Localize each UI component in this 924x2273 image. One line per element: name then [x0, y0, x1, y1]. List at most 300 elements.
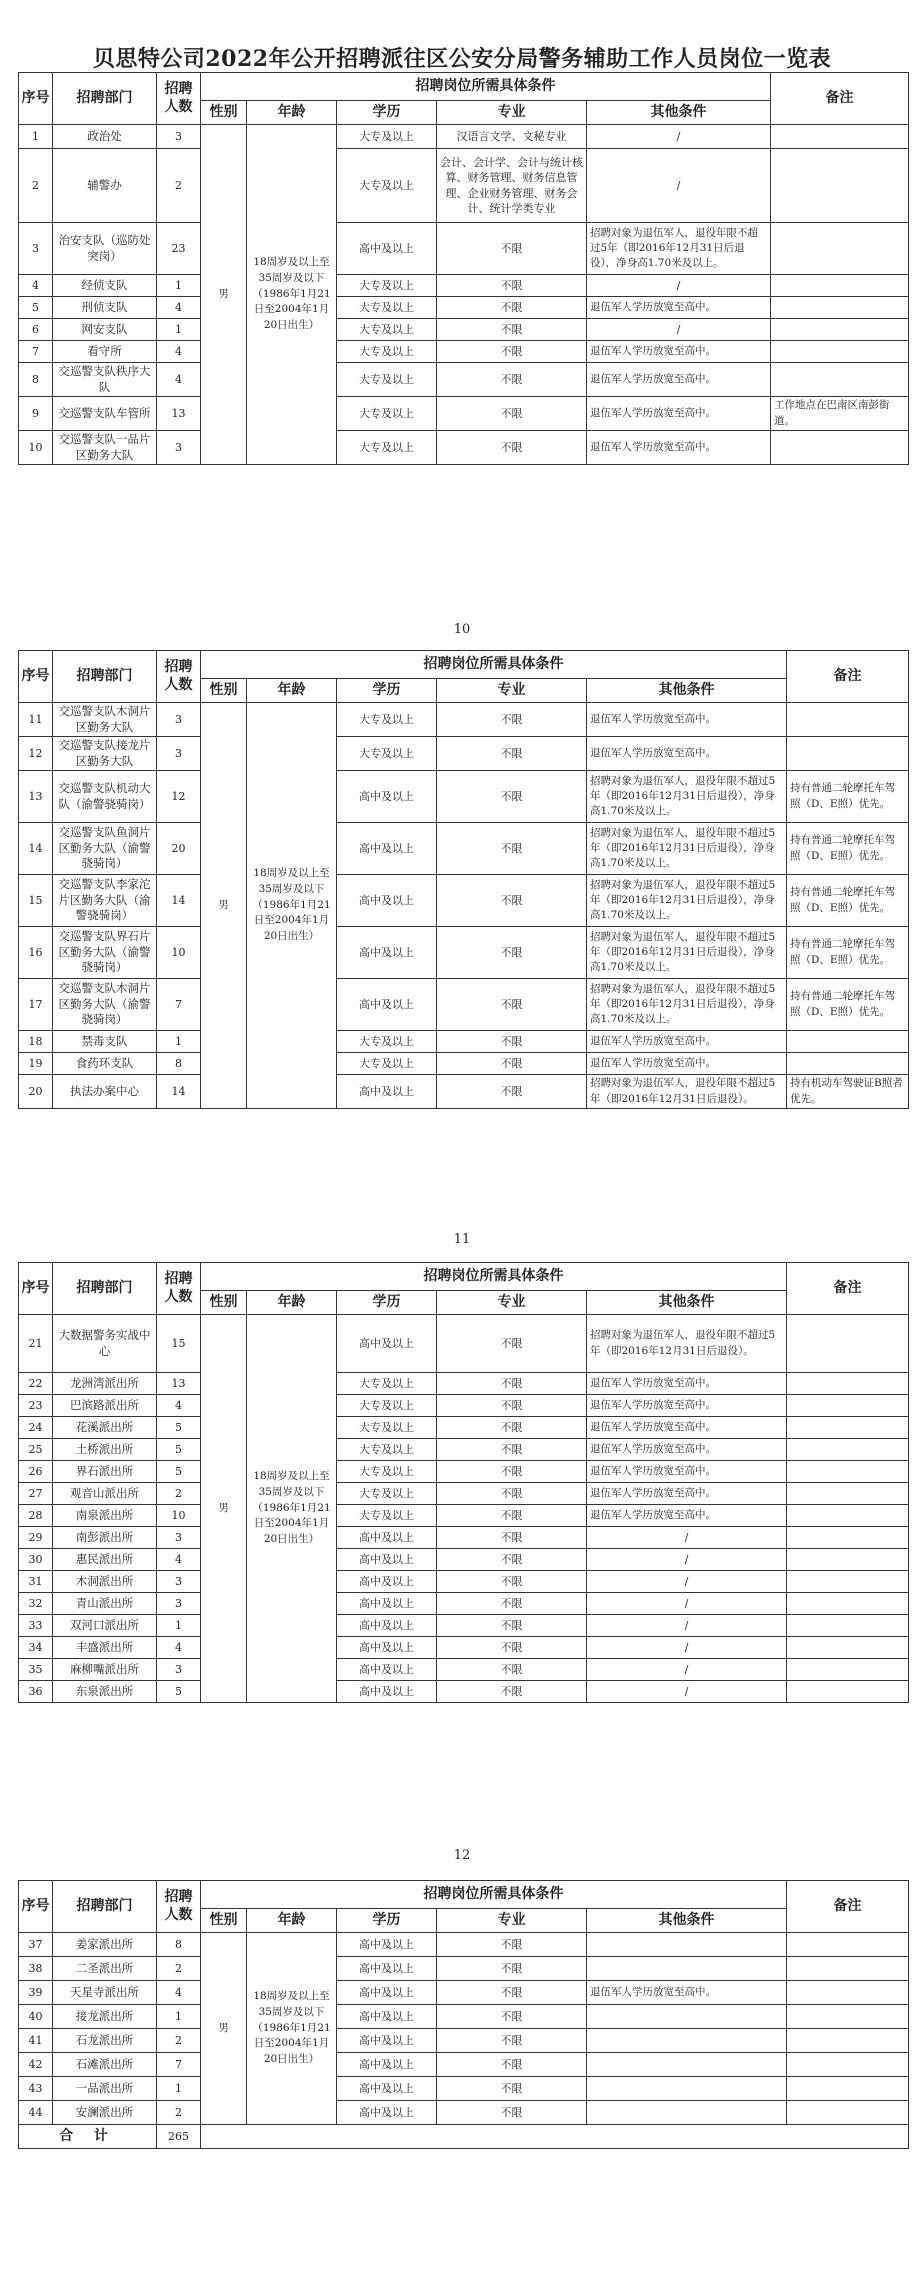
cell-major: 汉语言文学、文秘专业: [437, 125, 587, 149]
cell-other: 退伍军人学历放宽至高中。: [587, 363, 771, 397]
cell-other: [587, 2101, 787, 2125]
cell-other: 招聘对象为退伍军人，退役年限不超过5年（即2016年12月31日后退役），净身高1.70米及以上。: [587, 875, 787, 927]
cell-major: 不限: [437, 319, 587, 341]
cell-edu: 高中及以上: [337, 1681, 437, 1703]
cell-major: 不限: [437, 1395, 587, 1417]
table-row: [19, 979, 909, 1031]
header-seq: 序号: [19, 651, 53, 703]
cell-major: 不限: [437, 703, 587, 737]
cell-gender: 男: [201, 703, 247, 1109]
table-row: [19, 223, 909, 275]
cell-seq: 27: [19, 1483, 53, 1505]
cell-seq: 5: [19, 297, 53, 319]
cell-note: 持有普通二轮摩托车驾照（D、E照）优先。: [787, 927, 909, 979]
cell-other: 招聘对象为退伍军人，退役年限不超过5年（即2016年12月31日后退役），净身高1.70米及以上。: [587, 979, 787, 1031]
cell-other: 退伍军人学历放宽至高中。: [587, 1981, 787, 2005]
cell-count: 4: [157, 1549, 201, 1571]
page-number: 10: [453, 622, 471, 637]
cell-other: 退伍军人学历放宽至高中。: [587, 1505, 787, 1527]
cell-note: [787, 1571, 909, 1593]
cell-count: 13: [157, 1373, 201, 1395]
table-row: [19, 1395, 909, 1417]
table-row: [19, 1031, 909, 1053]
cell-other: [587, 2029, 787, 2053]
table-row: [19, 1957, 909, 1981]
cell-dept: 看守所: [53, 341, 157, 363]
table-row: [19, 2101, 909, 2125]
cell-edu: 高中及以上: [337, 223, 437, 275]
cell-seq: 25: [19, 1439, 53, 1461]
cell-edu: 大专及以上: [337, 341, 437, 363]
cell-dept: 执法办案中心: [53, 1075, 157, 1109]
cell-major: 会计、会计学、会计与统计核算、财务管理、财务信息管理、企业财务管理、财务会计、统计学类专业: [437, 149, 587, 223]
cell-other: /: [587, 1549, 787, 1571]
table-block-2: [18, 650, 908, 1109]
cell-seq: 23: [19, 1395, 53, 1417]
positions-table: [18, 72, 909, 465]
cell-dept: 二圣派出所: [53, 1957, 157, 1981]
table-row: [19, 341, 909, 363]
cell-count: 5: [157, 1461, 201, 1483]
cell-major: 不限: [437, 979, 587, 1031]
table-row: [19, 927, 909, 979]
cell-seq: 12: [19, 737, 53, 771]
cell-other: /: [587, 1527, 787, 1549]
cell-dept: 交巡警支队木洞片区勤务大队: [53, 703, 157, 737]
cell-note: [787, 1549, 909, 1571]
cell-count: 1: [157, 2005, 201, 2029]
cell-dept: 丰盛派出所: [53, 1637, 157, 1659]
table-row: [19, 2077, 909, 2101]
cell-note: 持有普通二轮摩托车驾照（D、E照）优先。: [787, 875, 909, 927]
cell-note: [787, 2029, 909, 2053]
cell-major: 不限: [437, 1461, 587, 1483]
cell-dept: 接龙派出所: [53, 2005, 157, 2029]
cell-dept: 交巡警支队李家沱片区勤务大队（渝警骁骑岗）: [53, 875, 157, 927]
cell-dept: 姜家派出所: [53, 1933, 157, 1957]
cell-major: 不限: [437, 397, 587, 431]
header-conditions: 招聘岗位所需具体条件: [201, 73, 771, 101]
cell-count: 23: [157, 223, 201, 275]
cell-count: 2: [157, 1957, 201, 1981]
cell-other: 退伍军人学历放宽至高中。: [587, 1373, 787, 1395]
cell-count: 3: [157, 737, 201, 771]
cell-count: 5: [157, 1681, 201, 1703]
cell-edu: 大专及以上: [337, 319, 437, 341]
cell-note: [787, 1395, 909, 1417]
cell-other: 招聘对象为退伍军人，退役年限不超过5年（即2016年12月31日后退役）。: [587, 1075, 787, 1109]
cell-edu: 大专及以上: [337, 1461, 437, 1483]
cell-note: [787, 1593, 909, 1615]
cell-dept: 禁毒支队: [53, 1031, 157, 1053]
cell-other: 退伍军人学历放宽至高中。: [587, 1417, 787, 1439]
cell-count: 1: [157, 319, 201, 341]
cell-major: 不限: [437, 1571, 587, 1593]
cell-edu: 高中及以上: [337, 2005, 437, 2029]
cell-seq: 14: [19, 823, 53, 875]
cell-other: 退伍军人学历放宽至高中。: [587, 1483, 787, 1505]
cell-dept: 石滩派出所: [53, 2053, 157, 2077]
header-note: 备注: [787, 1881, 909, 1933]
cell-dept: 交巡警支队鱼洞片区勤务大队（渝警骁骑岗）: [53, 823, 157, 875]
cell-edu: 大专及以上: [337, 1505, 437, 1527]
table-row: [19, 823, 909, 875]
cell-edu: 高中及以上: [337, 1615, 437, 1637]
cell-note: [787, 2053, 909, 2077]
cell-dept: 土桥派出所: [53, 1439, 157, 1461]
cell-seq: 31: [19, 1571, 53, 1593]
cell-other: 退伍军人学历放宽至高中。: [587, 1031, 787, 1053]
cell-edu: 大专及以上: [337, 397, 437, 431]
cell-dept: 交巡警支队机动大队（渝警骁骑岗）: [53, 771, 157, 823]
cell-other: 招聘对象为退伍军人，退役年限不超过5年（即2016年12月31日后退役），净身高1.70米及以上。: [587, 223, 771, 275]
cell-note: [787, 1933, 909, 1957]
cell-note: [787, 1981, 909, 2005]
cell-major: 不限: [437, 223, 587, 275]
cell-other: 招聘对象为退伍军人，退役年限不超过5年（即2016年12月31日后退役），净身高1.70米及以上。: [587, 927, 787, 979]
cell-other: 退伍军人学历放宽至高中。: [587, 341, 771, 363]
cell-seq: 30: [19, 1549, 53, 1571]
cell-count: 1: [157, 2077, 201, 2101]
cell-count: 4: [157, 363, 201, 397]
cell-major: 不限: [437, 1417, 587, 1439]
cell-count: 3: [157, 1571, 201, 1593]
cell-other: 招聘对象为退伍军人，退役年限不超过5年（即2016年12月31日后退役），净身高1.70米及以上。: [587, 823, 787, 875]
cell-note: [787, 1461, 909, 1483]
cell-seq: 37: [19, 1933, 53, 1957]
cell-note: [787, 1483, 909, 1505]
cell-major: 不限: [437, 737, 587, 771]
cell-edu: 大专及以上: [337, 1417, 437, 1439]
cell-other: 退伍军人学历放宽至高中。: [587, 1395, 787, 1417]
cell-note: [787, 1659, 909, 1681]
cell-other: 退伍军人学历放宽至高中。: [587, 431, 771, 465]
header-edu: 学历: [337, 679, 437, 703]
header-conditions: 招聘岗位所需具体条件: [201, 651, 787, 679]
cell-note: [787, 1527, 909, 1549]
cell-seq: 22: [19, 1373, 53, 1395]
table-row: [19, 703, 909, 737]
cell-edu: 高中及以上: [337, 2077, 437, 2101]
header-gender: 性别: [201, 1909, 247, 1933]
cell-dept: 麻柳嘴派出所: [53, 1659, 157, 1681]
cell-other: /: [587, 1571, 787, 1593]
header-edu: 学历: [337, 1291, 437, 1315]
table-row: [19, 771, 909, 823]
cell-count: 2: [157, 2101, 201, 2125]
cell-gender: 男: [201, 1933, 247, 2125]
cell-note: [787, 1637, 909, 1659]
cell-note: [771, 125, 909, 149]
cell-major: 不限: [437, 1053, 587, 1075]
header-conditions: 招聘岗位所需具体条件: [201, 1881, 787, 1909]
table-row: [19, 1075, 909, 1109]
cell-dept: 交巡警支队界石片区勤务大队（渝警骁骑岗）: [53, 927, 157, 979]
cell-major: 不限: [437, 1593, 587, 1615]
table-row: [19, 1417, 909, 1439]
cell-count: 8: [157, 1053, 201, 1075]
header-row: [19, 73, 909, 101]
header-row: [19, 1881, 909, 1909]
cell-note: [787, 2101, 909, 2125]
cell-note: [771, 319, 909, 341]
cell-edu: 大专及以上: [337, 363, 437, 397]
cell-age: 18周岁及以上至35周岁及以下（1986年1月21日至2004年1月20日出生）: [247, 1933, 337, 2125]
cell-dept: 界石派出所: [53, 1461, 157, 1483]
cell-seq: 20: [19, 1075, 53, 1109]
cell-dept: 交巡警支队车管所: [53, 397, 157, 431]
cell-major: 不限: [437, 1075, 587, 1109]
cell-dept: 网安支队: [53, 319, 157, 341]
cell-edu: 高中及以上: [337, 2101, 437, 2125]
cell-edu: 高中及以上: [337, 979, 437, 1031]
table-row: [19, 1439, 909, 1461]
cell-major: 不限: [437, 1505, 587, 1527]
cell-dept: 辅警办: [53, 149, 157, 223]
cell-count: 13: [157, 397, 201, 431]
cell-note: [787, 1681, 909, 1703]
cell-seq: 34: [19, 1637, 53, 1659]
table-block-3: [18, 1262, 908, 1703]
cell-other: 退伍军人学历放宽至高中。: [587, 703, 787, 737]
cell-edu: 大专及以上: [337, 125, 437, 149]
cell-seq: 15: [19, 875, 53, 927]
cell-dept: 政治处: [53, 125, 157, 149]
cell-dept: 食药环支队: [53, 1053, 157, 1075]
table-row: [19, 1981, 909, 2005]
cell-count: 3: [157, 125, 201, 149]
table-block-4: [18, 1880, 908, 2149]
cell-dept: 一品派出所: [53, 2077, 157, 2101]
cell-note: [771, 341, 909, 363]
cell-note: [771, 431, 909, 465]
cell-major: 不限: [437, 2005, 587, 2029]
cell-count: 7: [157, 979, 201, 1031]
header-age: 年龄: [247, 101, 337, 125]
cell-other: 退伍军人学历放宽至高中。: [587, 297, 771, 319]
cell-dept: 交巡警支队一品片区勤务大队: [53, 431, 157, 465]
table-row: [19, 1593, 909, 1615]
header-major: 专业: [437, 1291, 587, 1315]
cell-count: 3: [157, 431, 201, 465]
cell-count: 2: [157, 1483, 201, 1505]
cell-edu: 大专及以上: [337, 149, 437, 223]
cell-seq: 26: [19, 1461, 53, 1483]
header-age: 年龄: [247, 1291, 337, 1315]
table-row: [19, 875, 909, 927]
cell-major: 不限: [437, 2077, 587, 2101]
cell-count: 1: [157, 1615, 201, 1637]
cell-dept: 刑侦支队: [53, 297, 157, 319]
cell-count: 3: [157, 703, 201, 737]
table-block-1: [18, 72, 908, 465]
table-row: [19, 2005, 909, 2029]
cell-count: 3: [157, 1593, 201, 1615]
cell-other: /: [587, 125, 771, 149]
header-dept: 招聘部门: [53, 651, 157, 703]
header-dept: 招聘部门: [53, 73, 157, 125]
cell-count: 4: [157, 341, 201, 363]
cell-other: /: [587, 1681, 787, 1703]
cell-major: 不限: [437, 1933, 587, 1957]
table-row: [19, 1315, 909, 1373]
cell-major: 不限: [437, 297, 587, 319]
cell-major: 不限: [437, 341, 587, 363]
header-count: 招聘人数: [157, 1263, 201, 1315]
header-other: 其他条件: [587, 679, 787, 703]
header-count: 招聘人数: [157, 651, 201, 703]
header-edu: 学历: [337, 1909, 437, 1933]
cell-dept: 观音山派出所: [53, 1483, 157, 1505]
table-row: [19, 2053, 909, 2077]
cell-edu: 高中及以上: [337, 927, 437, 979]
cell-note: [787, 2005, 909, 2029]
cell-note: [787, 1315, 909, 1373]
cell-note: [787, 1615, 909, 1637]
cell-edu: 高中及以上: [337, 2029, 437, 2053]
cell-dept: 经侦支队: [53, 275, 157, 297]
cell-count: 4: [157, 1395, 201, 1417]
cell-seq: 18: [19, 1031, 53, 1053]
header-note: 备注: [787, 1263, 909, 1315]
table-row: [19, 275, 909, 297]
table-row: [19, 1505, 909, 1527]
cell-count: 8: [157, 1933, 201, 1957]
cell-edu: 高中及以上: [337, 1933, 437, 1957]
cell-other: /: [587, 1615, 787, 1637]
cell-edu: 高中及以上: [337, 1549, 437, 1571]
cell-count: 20: [157, 823, 201, 875]
cell-dept: 双河口派出所: [53, 1615, 157, 1637]
cell-other: 退伍军人学历放宽至高中。: [587, 1053, 787, 1075]
cell-other: [587, 2053, 787, 2077]
cell-dept: 安澜派出所: [53, 2101, 157, 2125]
header-gender: 性别: [201, 101, 247, 125]
cell-note: [787, 1957, 909, 1981]
cell-note: 工作地点在巴南区南彭街道。: [771, 397, 909, 431]
cell-seq: 10: [19, 431, 53, 465]
cell-note: [787, 1373, 909, 1395]
cell-edu: 大专及以上: [337, 1395, 437, 1417]
table-row: [19, 737, 909, 771]
header-seq: 序号: [19, 73, 53, 125]
cell-other: [587, 2005, 787, 2029]
cell-dept: 木洞派出所: [53, 1571, 157, 1593]
cell-dept: 巴滨路派出所: [53, 1395, 157, 1417]
cell-gender: 男: [201, 1315, 247, 1703]
header-gender: 性别: [201, 679, 247, 703]
cell-edu: 高中及以上: [337, 1957, 437, 1981]
cell-other: /: [587, 1637, 787, 1659]
cell-major: 不限: [437, 1483, 587, 1505]
cell-seq: 7: [19, 341, 53, 363]
cell-major: 不限: [437, 2053, 587, 2077]
table-row: [19, 1571, 909, 1593]
cell-other: 退伍军人学历放宽至高中。: [587, 1461, 787, 1483]
cell-seq: 13: [19, 771, 53, 823]
cell-seq: 1: [19, 125, 53, 149]
table-row: [19, 1933, 909, 1957]
cell-major: 不限: [437, 927, 587, 979]
cell-other: /: [587, 1593, 787, 1615]
header-other: 其他条件: [587, 1909, 787, 1933]
cell-edu: 大专及以上: [337, 275, 437, 297]
cell-age: 18周岁及以上至35周岁及以下（1986年1月21日至2004年1月20日出生）: [247, 703, 337, 1109]
header-note: 备注: [771, 73, 909, 125]
cell-count: 5: [157, 1439, 201, 1461]
cell-note: [771, 275, 909, 297]
cell-seq: 19: [19, 1053, 53, 1075]
cell-major: 不限: [437, 1957, 587, 1981]
header-dept: 招聘部门: [53, 1881, 157, 1933]
header-gender: 性别: [201, 1291, 247, 1315]
cell-edu: 高中及以上: [337, 1637, 437, 1659]
cell-edu: 大专及以上: [337, 1031, 437, 1053]
cell-seq: 43: [19, 2077, 53, 2101]
cell-other: 退伍军人学历放宽至高中。: [587, 1439, 787, 1461]
cell-seq: 16: [19, 927, 53, 979]
table-row: [19, 1637, 909, 1659]
cell-major: 不限: [437, 431, 587, 465]
cell-seq: 6: [19, 319, 53, 341]
cell-count: 12: [157, 771, 201, 823]
table-row: [19, 1681, 909, 1703]
cell-major: 不限: [437, 875, 587, 927]
table-row: [19, 1053, 909, 1075]
cell-count: 14: [157, 875, 201, 927]
header-count: 招聘人数: [157, 1881, 201, 1933]
cell-other: /: [587, 275, 771, 297]
cell-dept: 交巡警支队秩序大队: [53, 363, 157, 397]
cell-count: 15: [157, 1315, 201, 1373]
header-major: 专业: [437, 1909, 587, 1933]
cell-count: 4: [157, 1637, 201, 1659]
cell-dept: 南彭派出所: [53, 1527, 157, 1549]
table-row: [19, 363, 909, 397]
table-row: [19, 397, 909, 431]
header-major: 专业: [437, 101, 587, 125]
cell-count: 2: [157, 149, 201, 223]
cell-dept: 交巡警支队木洞片区勤务大队（渝警骁骑岗）: [53, 979, 157, 1031]
cell-edu: 高中及以上: [337, 823, 437, 875]
cell-age: 18周岁及以上至35周岁及以下（1986年1月21日至2004年1月20日出生）: [247, 125, 337, 465]
table-row: [19, 2029, 909, 2053]
cell-major: 不限: [437, 1527, 587, 1549]
cell-seq: 8: [19, 363, 53, 397]
total-row: [19, 2125, 909, 2149]
cell-dept: 东泉派出所: [53, 1681, 157, 1703]
cell-other: 招聘对象为退伍军人，退役年限不超过5年（即2016年12月31日后退役）。: [587, 1315, 787, 1373]
cell-gender: 男: [201, 125, 247, 465]
cell-edu: 高中及以上: [337, 1075, 437, 1109]
cell-major: 不限: [437, 1659, 587, 1681]
total-empty: [201, 2125, 909, 2149]
cell-note: [787, 737, 909, 771]
cell-edu: 高中及以上: [337, 875, 437, 927]
cell-count: 3: [157, 1659, 201, 1681]
cell-other: 退伍军人学历放宽至高中。: [587, 737, 787, 771]
cell-edu: 大专及以上: [337, 431, 437, 465]
document-title: 贝思特公司2022年公开招聘派往区公安分局警务辅助工作人员岗位一览表: [92, 46, 832, 72]
cell-seq: 3: [19, 223, 53, 275]
header-age: 年龄: [247, 1909, 337, 1933]
cell-count: 1: [157, 1031, 201, 1053]
total-value: 265: [157, 2125, 201, 2149]
table-row: [19, 125, 909, 149]
cell-other: /: [587, 319, 771, 341]
cell-seq: 11: [19, 703, 53, 737]
cell-dept: 龙洲湾派出所: [53, 1373, 157, 1395]
